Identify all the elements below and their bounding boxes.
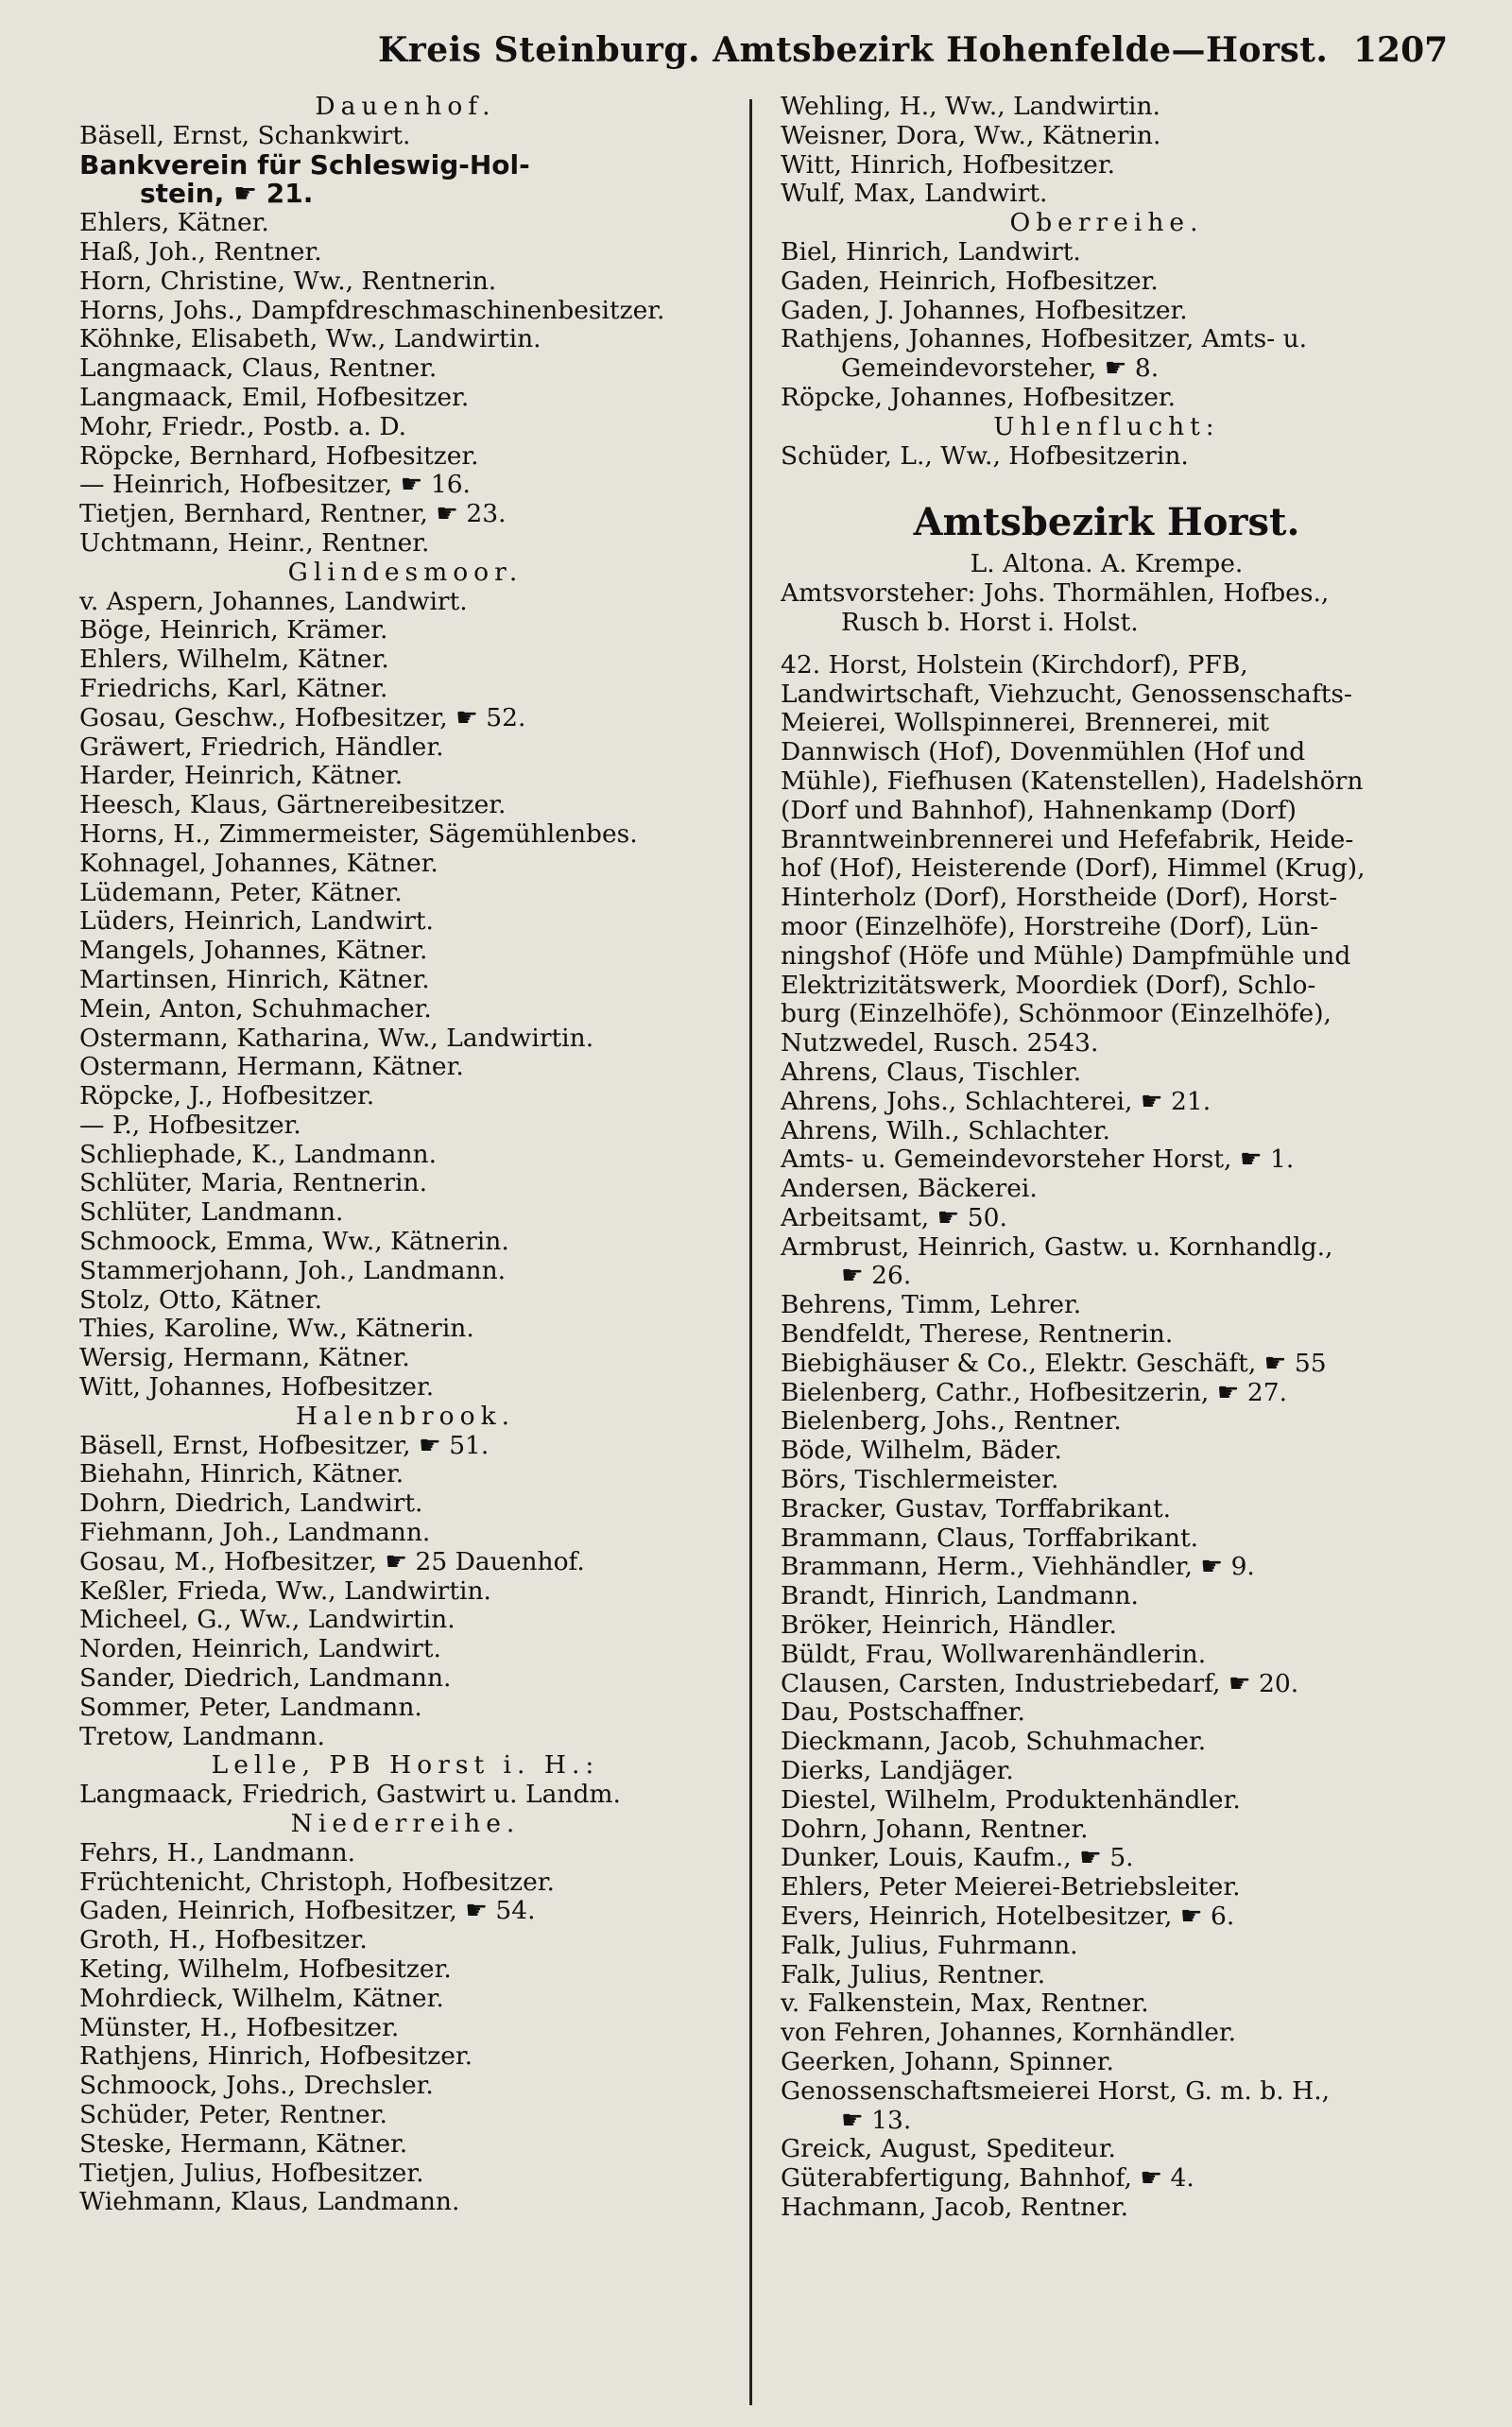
- directory-entry: Bendfeldt, Therese, Rentnerin.: [781, 1320, 1174, 1350]
- directory-entry: Dieckmann, Jacob, Schuhmacher.: [781, 1728, 1207, 1757]
- directory-entry: Lüders, Heinrich, Landwirt.: [79, 907, 434, 937]
- directory-entry: Sander, Diedrich, Landmann.: [79, 1664, 452, 1694]
- directory-entry: Tretow, Landmann.: [79, 1722, 325, 1751]
- section-heading: Niederreihe.: [290, 1810, 521, 1839]
- directory-entry: Falk, Julius, Fuhrmann.: [781, 1931, 1078, 1960]
- directory-entry: Rusch b. Horst i. Holst.: [841, 608, 1139, 637]
- directory-entry: Mühle), Fiefhusen (Katenstellen), Hadelshörn: [781, 766, 1364, 796]
- right-column: [781, 93, 1433, 2223]
- directory-entry: Lüdemann, Peter, Kätner.: [79, 878, 403, 907]
- directory-entry: Bäsell, Ernst, Schankwirt.: [79, 121, 411, 150]
- directory-entry: Witt, Johannes, Hofbesitzer.: [79, 1373, 435, 1403]
- directory-entry: Geerken, Johann, Spinner.: [781, 2048, 1114, 2076]
- directory-entry: Brandt, Hinrich, Landmann.: [781, 1582, 1139, 1611]
- directory-entry: Böge, Heinrich, Krämer.: [79, 616, 388, 645]
- page-header: [0, 25, 1512, 81]
- directory-entry: ☛ 26.: [841, 1262, 912, 1291]
- directory-entry: Clausen, Carsten, Industriebedarf, ☛ 20.: [781, 1669, 1299, 1698]
- directory-entry: Elektrizitätswerk, Moordiek (Dorf), Schlo-: [781, 971, 1316, 1000]
- directory-entry: Röpcke, Johannes, Hofbesitzer.: [781, 383, 1177, 412]
- directory-entry: Arbeitsamt, ☛ 50.: [781, 1203, 1007, 1232]
- directory-entry: Langmaack, Friedrich, Gastwirt u. Landm.: [79, 1781, 621, 1810]
- directory-entry: Ehlers, Peter Meierei-Betriebsleiter.: [781, 1873, 1241, 1902]
- directory-entry: Tietjen, Bernhard, Rentner, ☛ 23.: [79, 500, 507, 529]
- directory-entry: Horn, Christine, Ww., Rentnerin.: [79, 267, 497, 296]
- directory-entry: Gosau, Geschw., Hofbesitzer, ☛ 52.: [79, 703, 526, 732]
- directory-entry: Hinterholz (Dorf), Horstheide (Dorf), Horst-: [781, 884, 1338, 913]
- section-heading: Halenbrook.: [295, 1402, 516, 1431]
- directory-entry: v. Falkenstein, Max, Rentner.: [781, 1989, 1149, 2019]
- directory-entry: Schlüter, Maria, Rentnerin.: [79, 1169, 427, 1198]
- directory-entry: Wiehmann, Klaus, Landmann.: [79, 2188, 460, 2217]
- directory-entry: Biebighäuser & Co., Elektr. Geschäft, ☛ 55: [781, 1349, 1327, 1378]
- directory-entry: hof (Hof), Heisterende (Dorf), Himmel (Krug),: [781, 854, 1366, 884]
- directory-entry: Thies, Karoline, Ww., Kätnerin.: [79, 1315, 474, 1344]
- section-heading: Oberreihe.: [1009, 209, 1204, 238]
- directory-entry: Genossenschaftsmeierei Horst, G. m. b. H.,: [781, 2076, 1331, 2106]
- directory-entry: Harder, Heinrich, Kätner.: [79, 762, 404, 791]
- directory-entry: Köhnke, Elisabeth, Ww., Landwirtin.: [79, 325, 541, 354]
- directory-entry: Mohr, Friedr., Postb. a. D.: [79, 412, 407, 441]
- directory-entry: Dannwisch (Hof), Dovenmühlen (Hof und: [781, 738, 1306, 767]
- directory-entry: Amts- u. Gemeindevorsteher Horst, ☛ 1.: [781, 1145, 1295, 1175]
- directory-entry: v. Aspern, Johannes, Landwirt.: [79, 587, 468, 616]
- directory-entry: Früchtenicht, Christoph, Hofbesitzer.: [79, 1868, 555, 1897]
- directory-entry: Ehlers, Wilhelm, Kätner.: [79, 645, 389, 675]
- directory-entry: stein, ☛ 21.: [140, 180, 314, 210]
- directory-entry: Horns, H., Zimmermeister, Sägemühlenbes.: [79, 819, 638, 849]
- directory-entry: Güterabfertigung, Bahnhof, ☛ 4.: [781, 2164, 1194, 2194]
- directory-entry: Hachmann, Jacob, Rentner.: [781, 2193, 1129, 2222]
- directory-entry: Röpcke, J., Hofbesitzer.: [79, 1082, 375, 1111]
- directory-entry: Branntweinbrennerei und Hefefabrik, Heide-: [781, 825, 1354, 854]
- directory-entry: Gemeindevorsteher, ☛ 8.: [841, 354, 1160, 384]
- directory-entry: — P., Hofbesitzer.: [79, 1110, 301, 1140]
- directory-entry: Meierei, Wollspinnerei, Brennerei, mit: [781, 709, 1270, 738]
- directory-entry: ningshof (Höfe und Mühle) Dampfmühle und: [781, 941, 1351, 971]
- directory-entry: Schlüter, Landmann.: [79, 1198, 344, 1228]
- directory-entry: Wulf, Max, Landwirt.: [781, 180, 1048, 209]
- left-column: [79, 93, 731, 2217]
- directory-entry: Schliephade, K., Landmann.: [79, 1140, 438, 1169]
- directory-entry: Mohrdieck, Wilhelm, Kätner.: [79, 1984, 444, 2013]
- directory-entry: Groth, H., Hofbesitzer.: [79, 1926, 368, 1955]
- directory-entry: Ostermann, Katharina, Ww., Landwirtin.: [79, 1024, 594, 1053]
- directory-entry: Fehrs, H., Landmann.: [79, 1838, 356, 1868]
- directory-entry: — Heinrich, Hofbesitzer, ☛ 16.: [79, 471, 471, 500]
- directory-entry: Bielenberg, Johs., Rentner.: [781, 1407, 1122, 1437]
- directory-entry: Büldt, Frau, Wollwarenhändlerin.: [781, 1640, 1207, 1669]
- directory-entry: Böde, Wilhelm, Bäder.: [781, 1437, 1062, 1466]
- directory-entry: von Fehren, Johannes, Kornhändler.: [781, 2019, 1237, 2048]
- directory-entry: Gaden, Heinrich, Hofbesitzer.: [781, 267, 1159, 296]
- directory-entry: Weisner, Dora, Ww., Kätnerin.: [781, 121, 1161, 150]
- directory-entry: Armbrust, Heinrich, Gastw. u. Kornhandlg.,: [781, 1232, 1333, 1262]
- directory-entry: Sommer, Peter, Landmann.: [79, 1693, 422, 1722]
- directory-entry: Witt, Hinrich, Hofbesitzer.: [781, 150, 1116, 180]
- directory-entry: Schüder, L., Ww., Hofbesitzerin.: [781, 441, 1189, 471]
- directory-entry: Bäsell, Ernst, Hofbesitzer, ☛ 51.: [79, 1431, 490, 1460]
- directory-entry: Röpcke, Bernhard, Hofbesitzer.: [79, 441, 479, 471]
- directory-entry: Stammerjohann, Joh., Landmann.: [79, 1256, 507, 1285]
- directory-entry: Martinsen, Hinrich, Kätner.: [79, 965, 430, 994]
- directory-entry: Langmaack, Claus, Rentner.: [79, 354, 438, 384]
- directory-entry: Ahrens, Wilh., Schlachter.: [781, 1116, 1110, 1145]
- column-divider: [749, 99, 752, 2405]
- directory-entry: Horns, Johs., Dampfdreschmaschinenbesitzer.: [79, 296, 665, 325]
- directory-entry: Biehahn, Hinrich, Kätner.: [79, 1460, 404, 1489]
- directory-entry: Micheel, G., Ww., Landwirtin.: [79, 1606, 455, 1635]
- directory-entry: Brammann, Herm., Viehhändler, ☛ 9.: [781, 1553, 1255, 1582]
- directory-entry: Falk, Julius, Rentner.: [781, 1960, 1046, 1989]
- directory-entry: Greick, August, Spediteur.: [781, 2135, 1116, 2164]
- directory-entry: Ahrens, Claus, Tischler.: [781, 1058, 1082, 1087]
- directory-entry: Wehling, H., Ww., Landwirtin.: [781, 93, 1160, 121]
- directory-entry: Schmoock, Johs., Drechsler.: [79, 2072, 434, 2101]
- directory-entry: Börs, Tischlermeister.: [781, 1466, 1059, 1495]
- directory-entry: Dierks, Landjäger.: [781, 1757, 1014, 1786]
- directory-entry: Tietjen, Julius, Hofbesitzer.: [79, 2159, 424, 2188]
- directory-entry: Biel, Hinrich, Landwirt.: [781, 237, 1081, 267]
- section-heading: Lelle, PB Horst i. H.:: [211, 1751, 600, 1781]
- directory-entry: Nutzwedel, Rusch. 2543.: [781, 1029, 1099, 1059]
- directory-entry: Norden, Heinrich, Landwirt.: [79, 1635, 441, 1664]
- directory-entry: Wersig, Hermann, Kätner.: [79, 1344, 410, 1373]
- directory-entry: Keting, Wilhelm, Hofbesitzer.: [79, 1955, 452, 1984]
- directory-entry: Evers, Heinrich, Hotelbesitzer, ☛ 6.: [781, 1902, 1235, 1932]
- directory-entry: 42. Horst, Holstein (Kirchdorf), PFB,: [781, 650, 1248, 680]
- directory-entry: Münster, H., Hofbesitzer.: [79, 2013, 400, 2042]
- directory-entry: Gräwert, Friedrich, Händler.: [79, 732, 444, 762]
- directory-entry: Schmoock, Emma, Ww., Kätnerin.: [79, 1228, 509, 1257]
- directory-entry: Heesch, Klaus, Gärtnereibesitzer.: [79, 791, 507, 820]
- section-heading: Amtsbezirk Horst.: [913, 500, 1300, 545]
- page-number: 1207: [1353, 30, 1449, 70]
- directory-entry: Ostermann, Hermann, Kätner.: [79, 1053, 464, 1082]
- directory-entry: Dau, Postschaffner.: [781, 1698, 1025, 1728]
- running-title: Kreis Steinburg. Amtsbezirk Hohenfelde—Horst.: [378, 30, 1329, 70]
- directory-entry: Ahrens, Johs., Schlachterei, ☛ 21.: [781, 1087, 1211, 1116]
- section-heading: Uhlenflucht:: [993, 412, 1220, 441]
- directory-entry: Bröker, Heinrich, Händler.: [781, 1611, 1117, 1641]
- directory-entry: Keßler, Frieda, Ww., Landwirtin.: [79, 1576, 491, 1606]
- directory-entry: Amtsvorsteher: Johs. Thormählen, Hofbes.,: [781, 579, 1330, 609]
- directory-entry: L. Altona. A. Krempe.: [970, 550, 1244, 579]
- directory-entry: Haß, Joh., Rentner.: [79, 237, 322, 267]
- directory-entry: Kohnagel, Johannes, Kätner.: [79, 849, 438, 878]
- directory-entry: moor (Einzelhöfe), Horstreihe (Dorf), Lün-: [781, 912, 1319, 941]
- directory-entry: Gosau, M., Hofbesitzer, ☛ 25 Dauenhof.: [79, 1547, 585, 1576]
- directory-entry: Dohrn, Diedrich, Landwirt.: [79, 1489, 423, 1519]
- directory-entry: Rathjens, Johannes, Hofbesitzer, Amts- u.: [781, 325, 1308, 354]
- directory-entry: Steske, Hermann, Kätner.: [79, 2129, 408, 2159]
- directory-entry: Bracker, Gustav, Torffabrikant.: [781, 1494, 1172, 1523]
- directory-entry: Landwirtschaft, Viehzucht, Genossenschafts-: [781, 680, 1352, 709]
- directory-entry: Gaden, J. Johannes, Hofbesitzer.: [781, 296, 1188, 325]
- directory-entry: Bielenberg, Cathr., Hofbesitzerin, ☛ 27.: [781, 1378, 1288, 1407]
- directory-entry: Schüder, Peter, Rentner.: [79, 2100, 387, 2129]
- directory-entry: Andersen, Bäckerei.: [781, 1175, 1038, 1204]
- directory-entry: ☛ 13.: [841, 2106, 912, 2135]
- directory-entry: Rathjens, Hinrich, Hofbesitzer.: [79, 2042, 473, 2072]
- directory-entry: Behrens, Timm, Lehrer.: [781, 1291, 1082, 1320]
- directory-entry: Mangels, Johannes, Kätner.: [79, 937, 428, 966]
- directory-entry: Mein, Anton, Schuhmacher.: [79, 994, 432, 1024]
- directory-entry: Brammann, Claus, Torffabrikant.: [781, 1523, 1199, 1553]
- directory-entry: (Dorf und Bahnhof), Hahnenkamp (Dorf): [781, 796, 1297, 825]
- directory-entry: Fiehmann, Joh., Landmann.: [79, 1519, 431, 1548]
- section-heading: Glindesmoor.: [287, 558, 524, 587]
- directory-entry: Friedrichs, Karl, Kätner.: [79, 674, 388, 703]
- directory-entry: Ehlers, Kätner.: [79, 209, 269, 238]
- directory-entry: Gaden, Heinrich, Hofbesitzer, ☛ 54.: [79, 1897, 536, 1926]
- directory-entry: Uchtmann, Heinr., Rentner.: [79, 528, 430, 558]
- directory-entry: Dunker, Louis, Kaufm., ☛ 5.: [781, 1844, 1134, 1873]
- directory-entry: Stolz, Otto, Kätner.: [79, 1285, 323, 1315]
- directory-entry: Bankverein für Schleswig-Hol-: [79, 150, 530, 181]
- directory-entry: Dohrn, Johann, Rentner.: [781, 1815, 1089, 1844]
- directory-entry: Langmaack, Emil, Hofbesitzer.: [79, 383, 470, 412]
- section-heading: Dauenhof.: [315, 93, 496, 121]
- directory-entry: Diestel, Wilhelm, Produktenhändler.: [781, 1785, 1241, 1815]
- directory-entry: burg (Einzelhöfe), Schönmoor (Einzelhöfe),: [781, 1000, 1332, 1029]
